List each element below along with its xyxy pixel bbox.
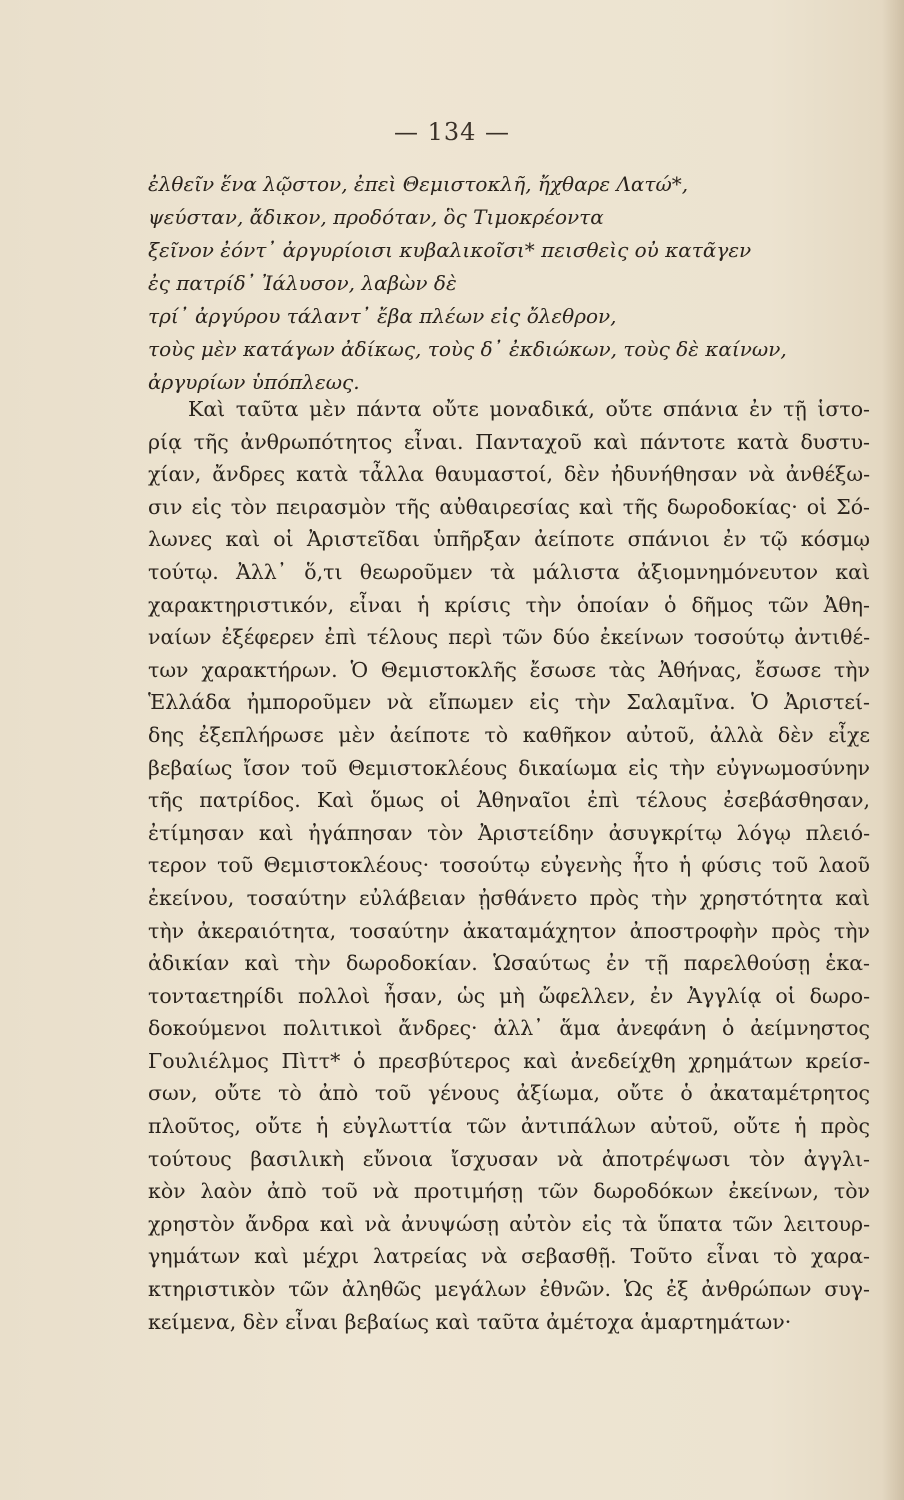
text-line: λωνες καὶ οἱ Ἀριστεῖδαι ὑπῆρξαν ἀείποτε σπάνιοι ἐν τῷ κόσμῳ <box>148 527 870 552</box>
text-line: χρηστὸν ἄνδρα καὶ νὰ ἀνυψώσῃ αὐτὸν εἰς τὰ ὕπατα τῶν λειτουρ- <box>148 1211 870 1236</box>
text-line: ἐκείνου, τοσαύτην εὐλάβειαν ᾐσθάνετο πρὸς τὴν χρηστότητα καὶ <box>148 885 870 910</box>
text-line: τούτους βασιλικὴ εὔνοια ἴσχυσαν νὰ ἀποτρέψωσι τὸν ἀγγλι- <box>148 1146 870 1171</box>
verse-line: τρί᾽ ἀργύρου τάλαντ᾽ ἔβα πλέων εἰς ὄλεθρον, <box>148 304 617 328</box>
verse-quotation <box>148 168 868 399</box>
text-line: βεβαίως ἴσον τοῦ Θεμιστοκλέους δικαίωμα εἰς τὴν εὐγνωμοσύνην <box>148 755 870 780</box>
text-line: χίαν, ἄνδρες κατὰ τἆλλα θαυμαστοί, δὲν ἠδυνήθησαν νὰ ἀνθέξω- <box>148 462 870 487</box>
body-text <box>148 393 870 1338</box>
text-line: τὴν ἀκεραιότητα, τοσαύτην ἀκαταμάχητον ἀποστροφὴν πρὸς τὴν <box>148 918 870 943</box>
text-line: τονταετηρίδι πολλοὶ ἦσαν, ὡς μὴ ὤφελλεν, ἐν Ἀγγλίᾳ οἱ δωρο- <box>148 983 870 1008</box>
text-line: ναίων ἐξέφερεν ἐπὶ τέλους περὶ τῶν δύο ἐκείνων τοσούτῳ ἀντιθέ- <box>148 625 870 650</box>
page-number: — 134 — <box>393 118 511 146</box>
text-line: των χαρακτήρων. Ὁ Θεμιστοκλῆς ἔσωσε τὰς Ἀθήνας, ἔσωσε τὴν <box>148 657 870 682</box>
text-line: ἐτίμησαν καὶ ἠγάπησαν τὸν Ἀριστείδην ἀσυγκρίτῳ λόγῳ πλειό- <box>148 820 870 845</box>
text-line: σων, οὔτε τὸ ἀπὸ τοῦ γένους ἀξίωμα, οὔτε ὁ ἀκαταμέτρητος <box>148 1081 870 1106</box>
text-line: σιν εἰς τὸν πειρασμὸν τῆς αὐθαιρεσίας καὶ τῆς δωροδοκίας· οἱ Σό- <box>148 494 870 519</box>
verse-line: ἐλθεῖν ἕνα λῷστον, ἐπεὶ Θεμιστοκλῆ, ἤχθαρε Λατώ*, <box>148 172 689 196</box>
verse-line: τοὺς μὲν κατάγων ἀδίκως, τοὺς δ᾽ ἐκδιώκων, τοὺς δὲ καίνων, <box>148 337 787 361</box>
text-line: χαρακτηριστικόν, εἶναι ἡ κρίσις τὴν ὁποίαν ὁ δῆμος τῶν Ἀθη- <box>148 592 870 617</box>
text-line: ρίᾳ τῆς ἀνθρωπότητος εἶναι. Πανταχοῦ καὶ πάντοτε κατὰ δυστυ- <box>148 429 870 454</box>
text-line: τερον τοῦ Θεμιστοκλέους· τοσούτῳ εὐγενὴς ἦτο ἡ φύσις τοῦ λαοῦ <box>148 853 870 878</box>
text-line: κτηριστικὸν τῶν ἀληθῶς μεγάλων ἐθνῶν. Ὡς ἐξ ἀνθρώπων συγ- <box>148 1277 870 1302</box>
text-line: Καὶ ταῦτα μὲν πάντα οὔτε μοναδικά, οὔτε σπάνια ἐν τῇ ἱστο- <box>188 397 870 421</box>
verse-line: ξεῖνον ἐόντ᾽ ἀργυρίοισι κυβαλικοῖσι* πεισθεὶς οὐ κατᾶγεν <box>148 238 752 262</box>
text-line: ἀδικίαν καὶ τὴν δωροδοκίαν. Ὡσαύτως ἐν τῇ παρελθούσῃ ἑκα- <box>148 951 870 976</box>
text-line: δοκούμενοι πολιτικοὶ ἄνδρες· ἀλλ᾽ ἅμα ἀνεφάνη ὁ ἀείμνηστος <box>148 1016 870 1041</box>
text-line: Ἑλλάδα ἠμποροῦμεν νὰ εἴπωμεν εἰς τὴν Σαλαμῖνα. Ὁ Ἀριστεί- <box>148 690 870 715</box>
text-line: τούτῳ. Ἀλλ᾽ ὅ,τι θεωροῦμεν τὰ μάλιστα ἀξιομνημόνευτον καὶ <box>148 559 870 584</box>
verse-line: ψεύσταν, ἄδικον, προδόταν, ὃς Τιμοκρέοντα <box>148 205 604 229</box>
text-line: Γουλιέλμος Πὶττ* ὁ πρεσβύτερος καὶ ἀνεδείχθη χρημάτων κρείσ- <box>148 1048 870 1073</box>
text-line: κείμενα, δὲν εἶναι βεβαίως καὶ ταῦτα ἀμέτοχα ἁμαρτημάτων· <box>148 1309 792 1334</box>
page-edge-shadow <box>882 0 904 1500</box>
text-line: γημάτων καὶ μέχρι λατρείας νὰ σεβασθῇ. Τοῦτο εἶναι τὸ χαρα- <box>148 1244 870 1269</box>
text-line: δης ἐξεπλήρωσε μὲν ἀείποτε τὸ καθῆκον αὐτοῦ, ἀλλὰ δὲν εἶχε <box>148 722 870 747</box>
verse-line: ἀργυρίων ὑπόπλεως. <box>148 370 360 394</box>
verse-line: ἐς πατρίδ᾽ Ἰάλυσον, λαβὼν δὲ <box>148 271 457 295</box>
text-line: κὸν λαὸν ἀπὸ τοῦ νὰ προτιμήσῃ τῶν δωροδόκων ἐκείνων, τὸν <box>148 1179 870 1204</box>
text-line: πλοῦτος, οὔτε ἡ εὐγλωττία τῶν ἀντιπάλων αὐτοῦ, οὔτε ἡ πρὸς <box>148 1114 870 1139</box>
text-line: τῆς πατρίδος. Καὶ ὅμως οἱ Ἀθηναῖοι ἐπὶ τέλους ἐσεβάσθησαν, <box>148 788 870 813</box>
